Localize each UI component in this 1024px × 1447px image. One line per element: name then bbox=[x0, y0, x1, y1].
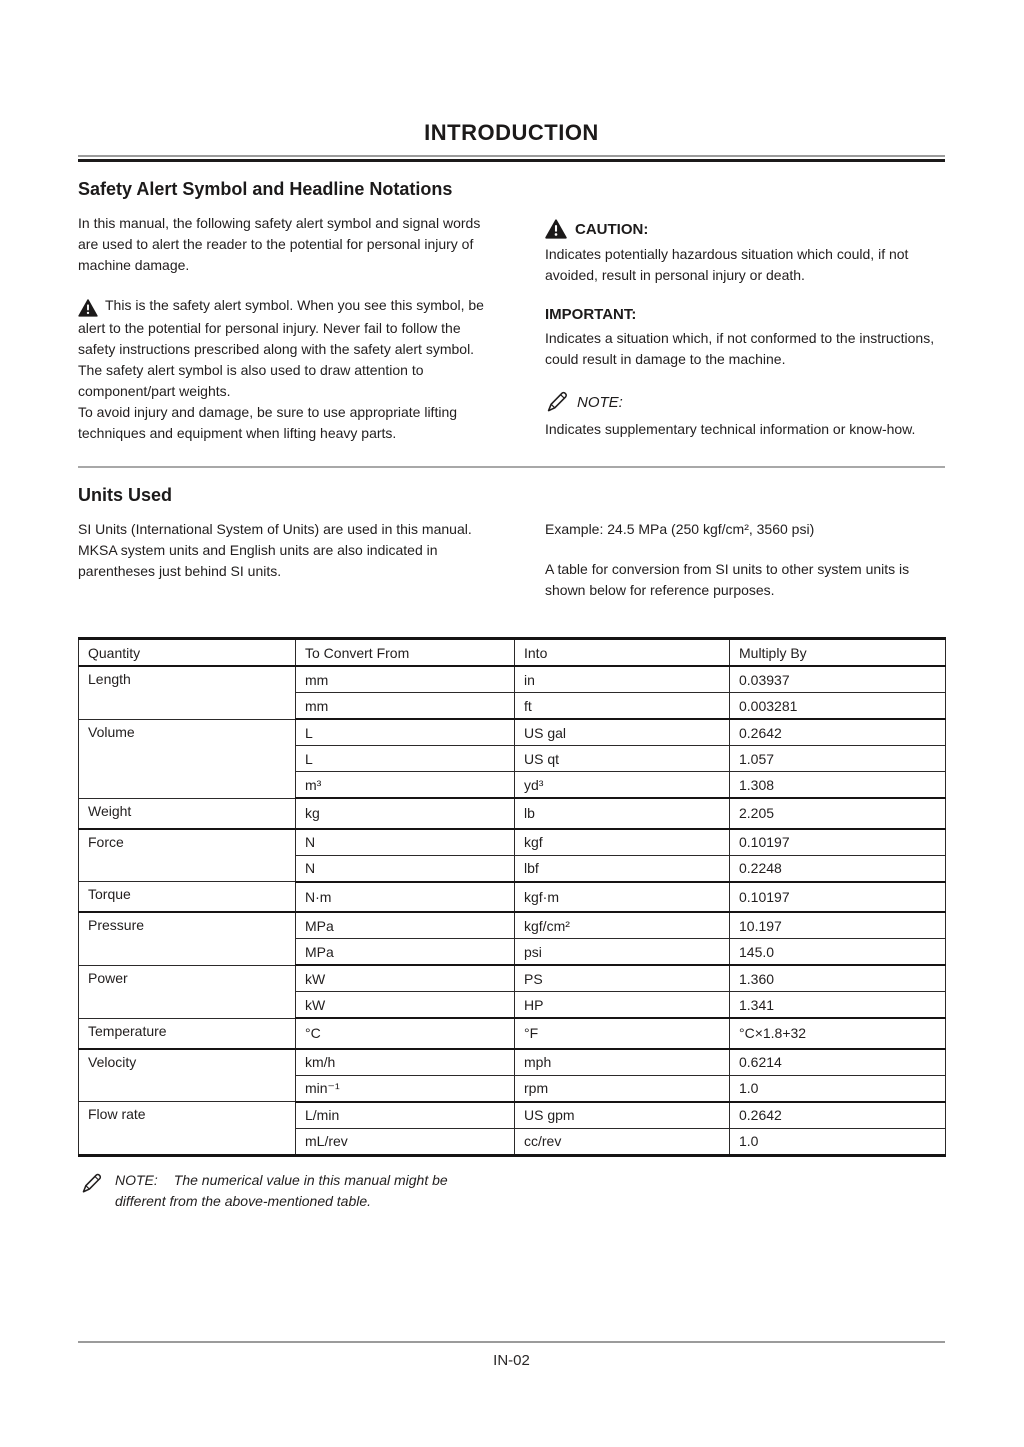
table-row bbox=[79, 798, 946, 829]
cell-into: US gal bbox=[515, 719, 730, 746]
cell-into: PS bbox=[515, 965, 730, 992]
cell-convert-from: m³ bbox=[296, 772, 515, 799]
note-text: Indicates supplementary technical information or know-how. bbox=[545, 421, 916, 437]
cell-multiply-by: 1.360 bbox=[730, 965, 946, 992]
note-pencil-icon bbox=[545, 390, 569, 414]
cell-convert-from: MPa bbox=[296, 939, 515, 966]
table-row bbox=[79, 1018, 946, 1049]
caution-triangle-icon bbox=[545, 219, 567, 239]
safety-alert-text-1: This is the safety alert symbol. When you see this symbol, be alert to the potential for personal injury. Never fail to follow the safety instructions prescribed along with the safety alert symbol. bbox=[78, 297, 484, 357]
footer-divider bbox=[78, 1341, 945, 1343]
cell-into: US gpm bbox=[515, 1102, 730, 1129]
safety-intro-paragraph: In this manual, the following safety alert symbol and signal words are used to alert the reader to the potential for personal injury of machine damage. bbox=[78, 215, 481, 273]
cell-convert-from: L bbox=[296, 719, 515, 746]
cell-convert-from: MPa bbox=[296, 912, 515, 939]
cell-multiply-by: 1.0 bbox=[730, 1075, 946, 1102]
cell-convert-from: N bbox=[296, 829, 515, 856]
cell-multiply-by: 0.6214 bbox=[730, 1049, 946, 1076]
cell-convert-from: mL/rev bbox=[296, 1128, 515, 1155]
cell-into: kgf·m bbox=[515, 882, 730, 913]
title-divider bbox=[78, 155, 945, 162]
footer-page-number: IN-02 bbox=[493, 1352, 530, 1369]
safety-alert-text-2: The safety alert symbol is also used to draw attention to component/part weights. bbox=[78, 362, 424, 399]
cell-multiply-by: 0.2642 bbox=[730, 719, 946, 746]
cell-into: HP bbox=[515, 992, 730, 1019]
conversion-table bbox=[78, 637, 946, 1157]
cell-multiply-by: 0.10197 bbox=[730, 882, 946, 913]
safety-left-column bbox=[78, 213, 490, 444]
cell-quantity: Length bbox=[79, 666, 296, 719]
cell-convert-from: kg bbox=[296, 798, 515, 829]
table-row bbox=[79, 1102, 946, 1129]
caution-text: Indicates potentially hazardous situation which could, if not avoided, result in personal injury or death. bbox=[545, 246, 909, 283]
cell-quantity: Force bbox=[79, 829, 296, 882]
page-title: INTRODUCTION bbox=[424, 120, 599, 145]
note-label-row bbox=[545, 390, 945, 414]
note-block bbox=[545, 390, 945, 440]
cell-multiply-by: 10.197 bbox=[730, 912, 946, 939]
units-section-heading: Units Used bbox=[78, 485, 173, 505]
header-into: Into bbox=[515, 639, 730, 667]
important-text: Indicates a situation which, if not conformed to the instructions, could result in damage to the machine. bbox=[545, 330, 935, 367]
cell-convert-from: °C bbox=[296, 1018, 515, 1049]
units-right-column bbox=[545, 519, 945, 601]
units-left-column bbox=[78, 519, 490, 601]
important-label-row bbox=[545, 306, 945, 323]
table-row bbox=[79, 719, 946, 746]
cell-multiply-by: 0.10197 bbox=[730, 829, 946, 856]
footnote-label: NOTE: bbox=[115, 1171, 158, 1188]
cell-convert-from: L/min bbox=[296, 1102, 515, 1129]
cell-convert-from: min⁻¹ bbox=[296, 1075, 515, 1102]
title-divider-black-line bbox=[78, 159, 945, 162]
section-divider bbox=[78, 466, 945, 468]
cell-into: lb bbox=[515, 798, 730, 829]
cell-quantity: Power bbox=[79, 965, 296, 1018]
safety-alert-text-3: To avoid injury and damage, be sure to use appropriate lifting techniques and equipment when lifting heavy parts. bbox=[78, 404, 458, 441]
cell-into: kgf bbox=[515, 829, 730, 856]
cell-into: °F bbox=[515, 1018, 730, 1049]
cell-quantity: Flow rate bbox=[79, 1102, 296, 1156]
caution-label: CAUTION: bbox=[575, 220, 649, 238]
cell-convert-from: kW bbox=[296, 992, 515, 1019]
caution-block bbox=[545, 219, 945, 286]
table-row bbox=[79, 912, 946, 939]
cell-into: rpm bbox=[515, 1075, 730, 1102]
table-header-row bbox=[79, 639, 946, 667]
table-row bbox=[79, 829, 946, 856]
units-table-intro-text: A table for conversion from SI units to other system units is shown below for reference purposes. bbox=[545, 561, 910, 598]
safety-right-column bbox=[545, 213, 945, 444]
cell-convert-from: kW bbox=[296, 965, 515, 992]
cell-multiply-by: 1.308 bbox=[730, 772, 946, 799]
safety-section-heading: Safety Alert Symbol and Headline Notations bbox=[78, 179, 453, 199]
units-body-text: SI Units (International System of Units) are used in this manual. MKSA system units and English units are also indicated in parentheses just behind SI units. bbox=[78, 521, 472, 579]
cell-convert-from: L bbox=[296, 746, 515, 772]
cell-into: mph bbox=[515, 1049, 730, 1076]
table-row bbox=[79, 965, 946, 992]
cell-multiply-by: 2.205 bbox=[730, 798, 946, 829]
cell-convert-from: km/h bbox=[296, 1049, 515, 1076]
cell-into: lbf bbox=[515, 855, 730, 882]
cell-into: psi bbox=[515, 939, 730, 966]
cell-multiply-by: 1.0 bbox=[730, 1128, 946, 1155]
cell-quantity: Volume bbox=[79, 719, 296, 798]
caution-label-row bbox=[545, 219, 945, 239]
page-content bbox=[78, 0, 945, 1212]
cell-into: US qt bbox=[515, 746, 730, 772]
cell-into: ft bbox=[515, 693, 730, 720]
cell-quantity: Weight bbox=[79, 798, 296, 829]
conversion-table-body bbox=[79, 666, 946, 1155]
table-footnote bbox=[78, 1170, 945, 1212]
page-footer bbox=[78, 1341, 945, 1369]
safety-alert-paragraph bbox=[78, 295, 490, 360]
footnote-text bbox=[115, 1170, 485, 1212]
cell-multiply-by: 1.341 bbox=[730, 992, 946, 1019]
table-row bbox=[79, 882, 946, 913]
cell-multiply-by: 1.057 bbox=[730, 746, 946, 772]
cell-multiply-by: 0.03937 bbox=[730, 666, 946, 693]
important-label: IMPORTANT: bbox=[545, 306, 637, 323]
cell-convert-from: N·m bbox=[296, 882, 515, 913]
header-convert-from: To Convert From bbox=[296, 639, 515, 667]
table-row bbox=[79, 1049, 946, 1076]
cell-multiply-by: 145.0 bbox=[730, 939, 946, 966]
cell-quantity: Velocity bbox=[79, 1049, 296, 1102]
cell-quantity: Temperature bbox=[79, 1018, 296, 1049]
cell-convert-from: N bbox=[296, 855, 515, 882]
cell-into: yd³ bbox=[515, 772, 730, 799]
cell-multiply-by: 0.2642 bbox=[730, 1102, 946, 1129]
header-multiply-by: Multiply By bbox=[730, 639, 946, 667]
note-label: NOTE: bbox=[577, 393, 623, 411]
units-section-columns bbox=[78, 519, 945, 601]
cell-into: kgf/cm² bbox=[515, 912, 730, 939]
cell-quantity: Torque bbox=[79, 882, 296, 913]
cell-into: in bbox=[515, 666, 730, 693]
cell-into: cc/rev bbox=[515, 1128, 730, 1155]
units-example-text: Example: 24.5 MPa (250 kgf/cm², 3560 psi) bbox=[545, 521, 815, 537]
header-quantity: Quantity bbox=[79, 639, 296, 667]
cell-multiply-by: 0.003281 bbox=[730, 693, 946, 720]
cell-convert-from: mm bbox=[296, 666, 515, 693]
cell-multiply-by: 0.2248 bbox=[730, 855, 946, 882]
footnote-body: The numerical value in this manual might be different from the above-mentioned table. bbox=[115, 1171, 448, 1209]
conversion-table-header bbox=[79, 639, 946, 667]
important-block bbox=[545, 306, 945, 370]
table-row bbox=[79, 666, 946, 693]
cell-convert-from: mm bbox=[296, 693, 515, 720]
footnote-pencil-icon bbox=[80, 1172, 103, 1195]
cell-multiply-by: °C×1.8+32 bbox=[730, 1018, 946, 1049]
safety-alert-icon bbox=[78, 297, 98, 318]
cell-quantity: Pressure bbox=[79, 912, 296, 965]
safety-section-columns bbox=[78, 213, 945, 444]
